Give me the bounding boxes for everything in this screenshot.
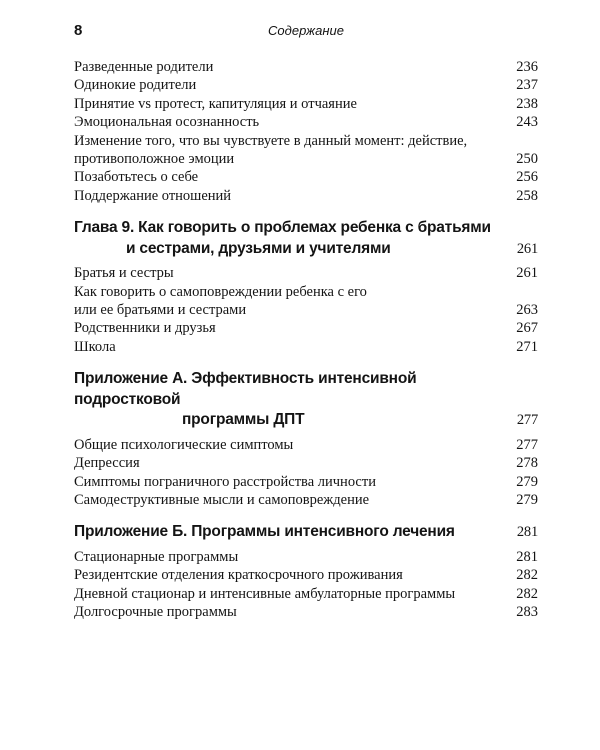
toc-entry-title: Школа	[74, 338, 116, 355]
appendix-a-title	[74, 369, 538, 431]
appendix-b-section	[74, 522, 538, 621]
toc-entry-title-line2: или ее братьями и сестрами	[74, 302, 247, 319]
appendix-a-page: 277	[516, 412, 538, 429]
running-title: Содержание	[268, 23, 344, 38]
toc-entry-page: 283	[516, 604, 538, 621]
toc-entry-page: 281	[516, 548, 538, 565]
appendix-a-title-line2: программы ДПТ	[182, 411, 305, 429]
toc-entry	[74, 187, 538, 205]
toc-entry-title: Симптомы пограничного расстройства личности	[74, 473, 376, 490]
toc-entry	[74, 58, 538, 76]
toc-entry	[74, 566, 538, 584]
toc-entry-page: 282	[516, 585, 538, 602]
toc-entry-page: 237	[516, 77, 538, 94]
toc-entry	[74, 473, 538, 491]
toc-entry	[74, 454, 538, 472]
toc-entry	[74, 548, 538, 566]
toc-entry-title: Общие психологические симптомы	[74, 436, 294, 453]
toc-entry-title-line1: Изменение того, что вы чувствуете в данный момент: действие,	[74, 132, 468, 149]
page-number: 8	[74, 22, 83, 39]
toc-entry-page: 278	[516, 455, 538, 472]
toc-entry-title: Позаботьтесь о себе	[74, 169, 199, 186]
appendix-b-title-line: Приложение Б. Программы интенсивного лечения	[74, 523, 455, 541]
toc-entry	[74, 76, 538, 94]
toc-entry-page: 258	[516, 187, 538, 204]
toc-entry-title: Принятие vs протест, капитуляция и отчаяние	[74, 95, 357, 112]
table-of-contents	[74, 58, 538, 622]
page-header	[74, 22, 538, 42]
toc-entry	[74, 264, 538, 282]
toc-entry-title: Долгосрочные программы	[74, 604, 237, 621]
appendix-b-page: 281	[516, 524, 538, 541]
toc-entry-page: 267	[516, 320, 538, 337]
toc-entry	[74, 603, 538, 621]
toc-entry-title-line1: Как говорить о самоповреждении ребенка с его	[74, 283, 367, 300]
toc-entry-title: Родственники и друзья	[74, 320, 216, 337]
toc-entry-page: 279	[516, 473, 538, 490]
toc-entry-page: 261	[516, 265, 538, 282]
toc-entry-page: 271	[516, 338, 538, 355]
toc-entry	[74, 491, 538, 509]
toc-entry	[74, 132, 538, 169]
chapter-9-title-line2: и сестрами, друзьями и учителями	[126, 239, 391, 257]
chapter-9-page: 261	[516, 240, 538, 257]
toc-entry-title: Стационарные программы	[74, 548, 239, 565]
chapter-9-title-line1: Глава 9. Как говорить о проблемах ребенка с братьями	[74, 219, 491, 237]
chapter-9-section	[74, 218, 538, 356]
toc-entry-title: Одинокие родители	[74, 77, 197, 94]
toc-entry	[74, 113, 538, 131]
toc-entry-page: 250	[516, 151, 538, 168]
toc-entry-page: 256	[516, 169, 538, 186]
toc-entry-title: Братья и сестры	[74, 265, 174, 282]
toc-entry-title: Разведенные родители	[74, 59, 214, 75]
toc-entry	[74, 436, 538, 454]
toc-entry-page: 277	[516, 436, 538, 453]
toc-entry	[74, 168, 538, 186]
toc-entry-title: Депрессия	[74, 455, 140, 472]
toc-entry-page: 263	[516, 302, 538, 319]
appendix-a-title-line1: Приложение А. Эффективность интенсивной подростковой	[74, 370, 417, 408]
chapter-9-title	[74, 218, 538, 259]
toc-entry	[74, 95, 538, 113]
toc-entry-title: Эмоциональная осознанность	[74, 114, 260, 131]
toc-entry-page: 238	[516, 95, 538, 112]
toc-entry-title: Резидентские отделения краткосрочного проживания	[74, 567, 403, 584]
toc-entry-page: 236	[516, 59, 538, 75]
toc-entry-page: 279	[516, 492, 538, 508]
appendix-a-section	[74, 369, 538, 509]
toc-entry	[74, 319, 538, 337]
appendix-b-title	[74, 522, 538, 543]
toc-entry-title: Самодеструктивные мысли и самоповреждение	[74, 492, 370, 508]
toc-entry-page: 282	[516, 567, 538, 584]
toc-entry	[74, 585, 538, 603]
toc-entry-title: Поддержание отношений	[74, 187, 232, 204]
toc-entry-title: Дневной стационар и интенсивные амбулаторные программы	[74, 585, 456, 602]
toc-entry-page: 243	[516, 114, 538, 131]
toc-entry	[74, 338, 538, 356]
toc-entry-title-line2: противоположное эмоции	[74, 151, 235, 168]
toc-entry	[74, 283, 538, 320]
